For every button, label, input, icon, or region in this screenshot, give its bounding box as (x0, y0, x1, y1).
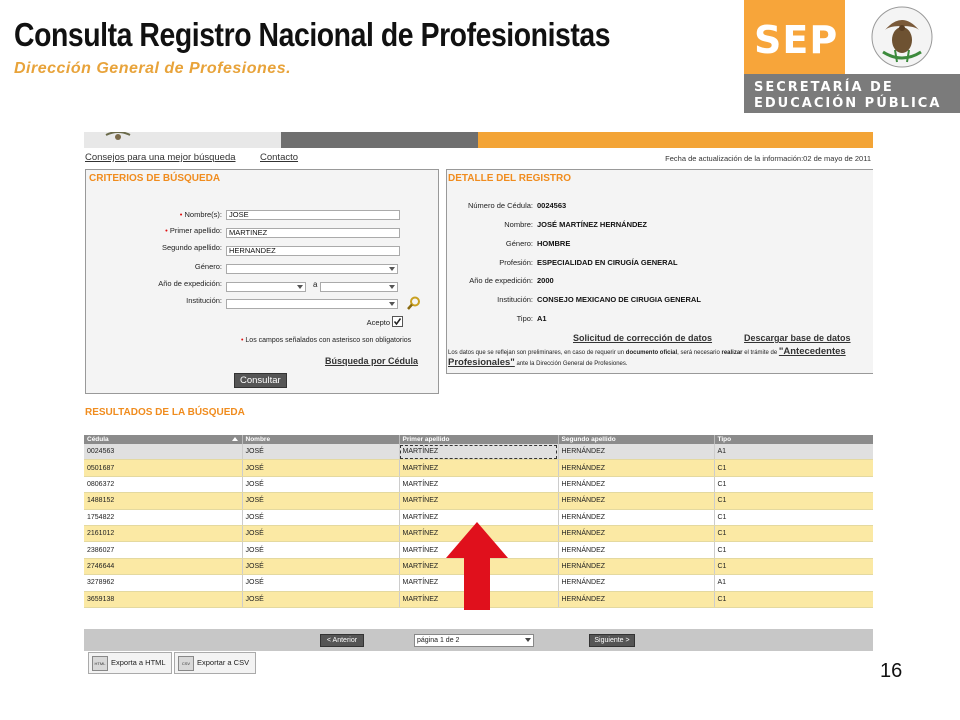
disclaimer: Los datos que se reflejan son preliminares, en caso de requerir un documento oficial, será necesario realizar el trámite de "Antecedentes Profesionales" ante la Dirección General de Profesiones. (448, 346, 846, 368)
table-cell: 1488152 (84, 493, 242, 509)
sep-line-2: EDUCACIÓN PÚBLICA (754, 96, 942, 111)
table-cell: 0501687 (84, 460, 242, 476)
table-cell: A1 (714, 444, 873, 460)
criteria-title: CRITERIOS DE BÚSQUEDA (89, 173, 221, 184)
table-cell: HERNÁNDEZ (558, 591, 714, 607)
year-from-select[interactable] (226, 282, 306, 292)
table-cell: C1 (714, 460, 873, 476)
eagle-seal-icon (845, 0, 960, 74)
table-cell: HERNÁNDEZ (558, 509, 714, 525)
table-cell: 0806372 (84, 476, 242, 492)
accept-checkbox[interactable] (392, 316, 403, 327)
table-cell: JOSÉ (242, 493, 399, 509)
up-arrow-annotation (445, 522, 509, 612)
table-cell: MARTÍNEZ (399, 575, 558, 591)
table-cell: JOSÉ (242, 509, 399, 525)
detail-value: A1 (537, 314, 547, 323)
record-detail-panel (446, 169, 873, 374)
table-cell: HERNÁNDEZ (558, 444, 714, 460)
institution-select[interactable] (226, 299, 398, 309)
last1-label: • Primer apellido: (165, 226, 222, 235)
chevron-down-icon (389, 267, 395, 271)
table-cell: C1 (714, 542, 873, 558)
banner-segment (281, 132, 478, 148)
table-cell: JOSÉ (242, 542, 399, 558)
table-cell: MARTÍNEZ (399, 476, 558, 492)
table-cell: HERNÁNDEZ (558, 558, 714, 574)
banner-segment (478, 132, 873, 148)
table-cell: JOSÉ (242, 444, 399, 460)
table-row[interactable] (84, 460, 873, 476)
year-to-select[interactable] (320, 282, 398, 292)
csv-file-icon: CSV (178, 656, 194, 671)
contact-link[interactable]: Contacto (260, 152, 299, 163)
detail-value: HOMBRE (537, 239, 571, 248)
banner-segment (84, 132, 281, 148)
table-cell: JOSÉ (242, 591, 399, 607)
table-cell: MARTÍNEZ (399, 493, 558, 509)
detail-value: JOSÉ MARTÍNEZ HERNÁNDEZ (537, 220, 648, 229)
table-cell: 0024563 (84, 444, 242, 460)
table-row[interactable] (84, 476, 873, 492)
table-header-row (84, 435, 873, 444)
detail-label: Tipo: (516, 314, 533, 323)
table-cell: C1 (714, 493, 873, 509)
accept-label: Acepto (366, 318, 390, 327)
html-file-icon: HTML (92, 656, 108, 671)
table-cell: MARTÍNEZ (399, 509, 558, 525)
detail-label: Nombre: (504, 220, 533, 229)
table-cell: MARTÍNEZ (399, 558, 558, 574)
detail-title: DETALLE DEL REGISTRO (448, 173, 571, 184)
chevron-down-icon (525, 638, 531, 642)
detail-value: ESPECIALIDAD EN CIRUGÍA GENERAL (537, 258, 678, 267)
table-cell: MARTÍNEZ (399, 460, 558, 476)
export-html-button[interactable]: HTML Exporta a HTML (88, 652, 172, 674)
slide-title: Consulta Registro Nacional de Profesionistas (14, 16, 611, 53)
table-cell: 3659138 (84, 591, 242, 607)
search-icon[interactable] (407, 296, 421, 310)
chevron-down-icon (297, 285, 303, 289)
column-header[interactable]: Segundo apellido (558, 435, 714, 444)
sep-logo-mark (744, 0, 845, 74)
last1-input[interactable]: MARTINEZ (226, 228, 400, 238)
download-database-link[interactable]: Descargar base de datos (744, 333, 851, 343)
chevron-down-icon (389, 285, 395, 289)
detail-label: Año de expedición: (469, 276, 533, 285)
export-csv-button[interactable]: CSV Exportar a CSV (174, 652, 256, 674)
search-criteria-panel (85, 169, 439, 394)
detail-value: CONSEJO MEXICANO DE CIRUGIA GENERAL (537, 295, 701, 304)
search-by-cedula-link[interactable]: Búsqueda por Cédula (325, 356, 419, 366)
eagle-small-icon (98, 132, 158, 142)
table-cell: HERNÁNDEZ (558, 542, 714, 558)
column-header[interactable]: Cédula (84, 435, 242, 444)
table-cell: JOSÉ (242, 476, 399, 492)
next-page-button[interactable]: Siguiente > (589, 634, 635, 647)
table-cell: MARTÍNEZ (399, 444, 558, 460)
sep-acronym: SEP (754, 18, 839, 62)
institution-label: Institución: (186, 296, 222, 305)
table-cell: C1 (714, 525, 873, 541)
table-row[interactable] (84, 493, 873, 509)
table-cell: MARTÍNEZ (399, 591, 558, 607)
table-cell: 3278962 (84, 575, 242, 591)
table-cell: HERNÁNDEZ (558, 575, 714, 591)
column-header[interactable]: Tipo (714, 435, 873, 444)
year-label: Año de expedición: (158, 279, 222, 288)
detail-value: 2000 (537, 276, 554, 285)
table-cell: 2746644 (84, 558, 242, 574)
table-cell: MARTÍNEZ (399, 542, 558, 558)
table-cell: JOSÉ (242, 525, 399, 541)
table-cell: C1 (714, 591, 873, 607)
name-label: • Nombre(s): (179, 210, 222, 219)
antecedentes-link[interactable]: "Antecedentes Profesionales" (448, 346, 846, 368)
table-cell: JOSÉ (242, 558, 399, 574)
slide-subtitle: Dirección General de Profesiones. (14, 60, 292, 77)
sep-line-1: SECRETARÍA DE (754, 80, 894, 95)
checkbox-checked-icon (393, 317, 402, 326)
gender-label: Género: (194, 262, 222, 271)
last2-input[interactable]: HERNANDEZ (226, 246, 400, 256)
detail-label: Institución: (497, 295, 533, 304)
table-cell: HERNÁNDEZ (558, 460, 714, 476)
update-date: Fecha de actualización de la información:02 de mayo de 2011 (665, 154, 871, 163)
detail-value: 0024563 (537, 201, 567, 210)
required-note: • Los campos señalados con asterisco son obligatorios (241, 337, 412, 344)
name-input[interactable]: JOSE (226, 210, 400, 220)
table-cell: HERNÁNDEZ (558, 476, 714, 492)
pagination-bar (84, 629, 873, 651)
table-cell: C1 (714, 509, 873, 525)
sep-logo (744, 0, 960, 113)
table-row[interactable] (84, 444, 873, 460)
gender-select[interactable] (226, 264, 398, 274)
table-cell: HERNÁNDEZ (558, 525, 714, 541)
correction-request-link[interactable]: Solicitud de corrección de datos (573, 333, 713, 343)
page-select[interactable]: página 1 de 2 (414, 634, 534, 647)
column-header[interactable]: Nombre (242, 435, 399, 444)
previous-page-button[interactable]: < Anterior (320, 634, 364, 647)
detail-label: Género: (505, 239, 533, 248)
table-cell: JOSÉ (242, 575, 399, 591)
table-cell: 1754822 (84, 509, 242, 525)
table-cell: C1 (714, 476, 873, 492)
year-separator: a (313, 280, 318, 289)
column-header[interactable]: Primer apellido (399, 435, 558, 444)
sort-up-icon (232, 437, 238, 441)
detail-label: Número de Cédula: (467, 201, 533, 210)
table-cell: 2161012 (84, 525, 242, 541)
table-cell: A1 (714, 575, 873, 591)
slide-number: 16 (880, 660, 903, 682)
chevron-down-icon (389, 302, 395, 306)
table-cell: 2386027 (84, 542, 242, 558)
last2-label: Segundo apellido: (161, 243, 222, 252)
table-cell: JOSÉ (242, 460, 399, 476)
mexico-seal (845, 0, 960, 74)
table-cell: MARTÍNEZ (399, 525, 558, 541)
detail-label: Profesión: (499, 258, 533, 267)
top-banner (84, 132, 873, 148)
table-cell: HERNÁNDEZ (558, 493, 714, 509)
consultar-button[interactable]: Consultar (234, 373, 287, 388)
tips-link[interactable]: Consejos para una mejor búsqueda (85, 152, 236, 163)
top-links-bar (84, 152, 873, 166)
results-title: RESULTADOS DE LA BÚSQUEDA (85, 407, 245, 418)
table-cell: C1 (714, 558, 873, 574)
